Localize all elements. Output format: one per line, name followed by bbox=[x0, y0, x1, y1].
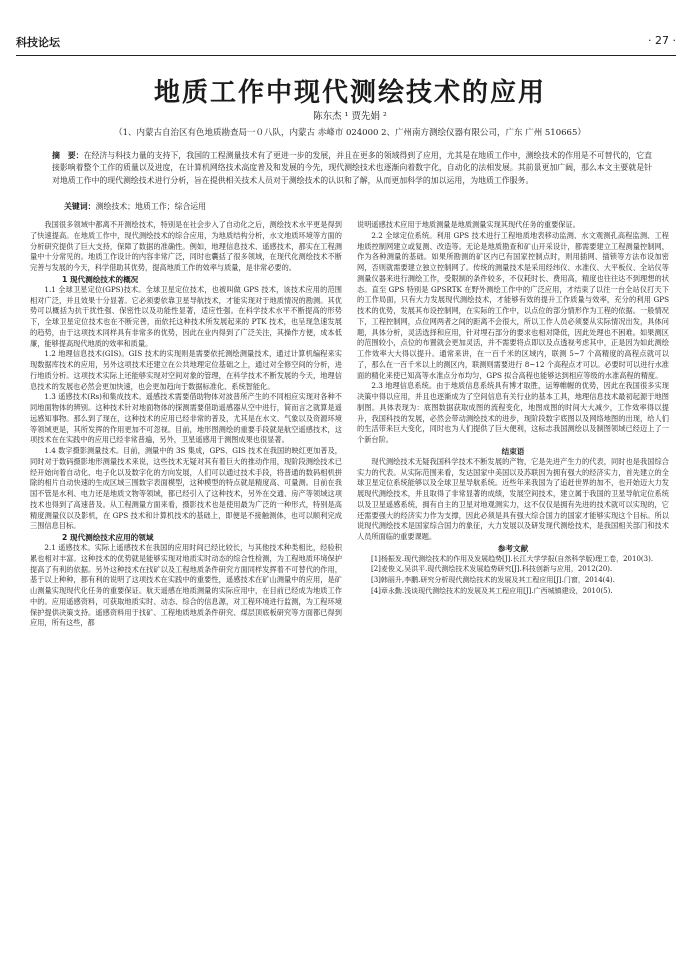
header-divider bbox=[16, 55, 676, 56]
body-paragraph: 1.4 数字摄影测量技术。目前，测量中的 3S 集成，GPS、GIS 技术在我国的映红更加普及，同时对于数码摄影地形测量技术来说，这些技术无疑对其有着巨大的推动作用，现阶段测绘技术已经开始向着自动化、电子化以及数字化的方向发展，人们可以通过技术手段，将普通的数码相机拼除的相片自动快速的生成区域三围数字表面模型，这种模型的特点就是精度高、可量测。目前在我国不管是水利、电力还是地质文物等领域，都已经引入了这种技术，另外在交通、房产等领域这项技术也得到了高速普及。从工程测量方面来看，摄影技术也是使用最为广泛的一种形式，特别是高精度测量仪以及影机，在 GPS 技术和计算机技术的基础上，即便是不接触测体，也可以顺利完成三围信息目标。 bbox=[30, 446, 342, 531]
section-heading-centered: 参考文献 bbox=[497, 543, 529, 553]
body-paragraph: 2.1 遥感技术。实际上遥感技术在我国的应用时间已经比较长，与其他技术种类相比，经验积累也相对丰富。这种技术的优势就是能够实现对地质实时动态的综合性检测，为工程地质环境保护提高了有利的依据。另外这种技术在找矿以及工程地质条件研究方面同样发挥着不可替代的作用，基于以上种种，都有利的说明了这项技术在实践中的重要性，遥感技术在矿山测量中的应用，是矿山测量实现现代化任务的重要保证。航天遥感在地质测量的实际应用中，在目前已经成为地质工作中的。应用遥感资料，可获取地质实时、动态、综合的信息源，对工程环境进行监测，为工程环境保护提供决策支持。遥感资料用于找矿、工程地质地质条件研究、煤层顶底板研究等方面都已得到应用，所有这些，都 bbox=[30, 543, 342, 628]
body-paragraph: 1.1 全球卫星定位(GPS)技术。全球卫星定位技术，也被叫做 GPS 技术，该技术应用的范围相对广泛，并且效果十分显著。它必须要依靠卫星导航技术，才能实现对于地质情况的勘测。其优势可以概括为抗干扰性强、保密性以及功能性显著，适应性强。在科学技术水平不断提高的形势下，全球卫星定位技术也在不断完善，而依托这种技术所发展起来的 PTK 技术，也呈现急速发展的趋势，由于这项技术同样具有非常多的优势，因此在业内得到了广泛关注，其操作方便，成本低廉，能够提高现代地质的效率和质量。 bbox=[30, 284, 342, 348]
body-paragraph: 2.2 全球定位系统。利用 GPS 技术进行工程地质地表移动监测、水文观测孔高程监测、工程地质控制网建立或复测、改造等。无论是地质勘查和矿山开采设计，都需要建立工程测量控制网，作为各种测量的基础。如果所勘测的矿区内已有国家控制点时，则用插网、插锁等方法布设加密网，否则就需要建立独立控制网了。传统的测量技术是采用经纬仪、水准仪、大平板仪、全站仪等测量仪器来进行测绘工作，受限制的条件较多，不仅耗时长、费用高，精度也往往达不到理想的状态。直至 GPS 特别是 GPSRTK 在野外测绘工作中的广泛应用，才结束了以往一台全站仪打天下的工作局面，只有大力发展现代测绘技术，才能够有效的提升工作质量与效率，充分的利用 GPS 技术的优势，发展其布设控制网，在实际的工作中，以点位的部分情形作为工程的依据。一般情况下，工程控制网，点位网两者之间的距离不会很大，所以工作人员必须要从实际情况出发，具体问题，具体分析，灵活选择和应用，针对埋石部分的要求也相对降低，因此处理也不困难。如果测区的范围较小，点位的布置就会更加灵活，并不需要将点即以及点透视考虑其中，正是因为如此测绘工作效率大大得以提升。通常来讲，在一百千米的区域内，联测 5~7 个高精度的高程点就可以了，那么在一百千米以上的测区内，联测则需要进行 8~12 个高程点才可以。必要时可以进行水准面的精化来使已知高等水准点分布均匀，GPS 拟合高程也能够达到相应等级的水准高程的精度。 bbox=[357, 230, 669, 380]
body-column-right bbox=[357, 220, 669, 596]
reference-entry: [1]杨振发.现代测绘技术的作用及发展趋势[J].长江大学学报(自然科学版)理工卷，2010(3). bbox=[371, 554, 654, 563]
author-line: 陈东杰 ¹ 贾先娟 ² bbox=[313, 111, 387, 122]
keywords-text: 测绘技术；地质工作；综合运用 bbox=[95, 202, 207, 211]
abstract bbox=[52, 150, 652, 187]
body-paragraph: 我国很多领域中都离不开测绘技术，特别是在社会步入了自动化之后，测绘技术水平更是得到了快速提高。在地质工作中，现代测绘技术的综合应用，为地质结构分析，水文地质环境等方面的分析研究提供了巨大支持，保障了数据的准确性。例如，地理信息技术、遥感技术，都实在工程测量中十分常见的。地质工作设计的内容非常广泛，同时也囊括了很多领域，在现代化测绘技术不断完善与发展的今天，科学借助其优势，提高地质工作的效率与质量，是非常必要的。 bbox=[30, 220, 342, 272]
page-number: · 27 · bbox=[648, 34, 676, 47]
section-heading-centered: 结束语 bbox=[501, 446, 525, 456]
running-header bbox=[16, 34, 676, 52]
affiliation-line: （1、内蒙古自治区有色地质勘查局一０八队，内蒙古 赤峰市 024000 2、广州南方测绘仪器有限公司，广东 广州 510665） bbox=[114, 128, 586, 138]
journal-section-label: 科技论坛 bbox=[16, 36, 60, 49]
keywords-label: 关键词： bbox=[64, 202, 96, 211]
abstract-text: 在经济与科技力量的支持下，我国的工程测量技术有了更进一步的发展，并且在更多的领域得到了应用，尤其是在地质工作中，测绘技术的作用是不可替代的，它直接影响着整个工作的质量以及进度，在计算机网络技术高度普及和发展的今先，现代测绘技术也逐渐向着数字化，自动化的法相发展。其前景更加广阔，那么本文主要就是针对地质工作中的现代测绘技术进行分析，旨在提供相关技术人员对于测绘技术的认识和了解，从而更加科学的加以运用，为地质工作服务。 bbox=[52, 151, 652, 185]
body-paragraph: 2.3 地理信息系统。由于地质信息系统具有博才取胜，运筹帷幄的优势，因此在我国很多实现决策中得以应用，并且也逐渐成为了空间信息有关行业的基本工具，地理信息技术最初起源于地图制图。具体表现为：底图数据获取成图的流程变化，地图成图的时间大大减少，工作效率得以提升，我国科技的发展，必然会带动测绘技术的进步，现阶段数字底图以及网络地图的出现，给人们的生活带来巨大变化，同时也为人们提供了巨大便利，这标志我国测绘以及制图领域已经迈上了一个新台阶。 bbox=[357, 381, 669, 444]
body-paragraph: 1.2 地理信息技术(GIS)。GIS 技术的实现则是需要依托测绘测量技术，通过计算机编程来实现数据库技术的应用，另外这项技术还建立在公共地理定位基础之上，通过对全修空间的分析，进行地质分析。这项技术实际上还能够实现对空间对象的管理，在科学技术不断发展的今天，地理信息技术的发展也必然会更加快速，也会更加趋向于数据标准化、系统智能化。 bbox=[30, 349, 342, 391]
body-paragraph: 说明遥感技术应用于地质测量是地质测量实现其现代任务的重要保证。 bbox=[357, 220, 580, 229]
body-column-left bbox=[30, 220, 342, 629]
reference-entry: [3]韩丽升,李鹏.研究分析现代测绘技术的发展及其工程应用[J].门窗，2014(4). bbox=[371, 575, 615, 584]
section-heading: 1 现代测绘技术的概况 bbox=[62, 274, 139, 284]
keywords bbox=[64, 201, 206, 212]
body-paragraph: 现代测绘技术无疑我国科学技术不断发展的产物，它是先进产生力的代表，同时也是我国综合实力的代表。从实际范围来看，发达国家中美国以及苏联因为拥有强大的经济实力，首先建立的全球卫星定位系统能够以及全球卫星导航系统。近些年来我国为了追赶世界的加不，也开始迈大力发展现代测绘技术，并且取得了非常显著的成绩，发展空间技术，建立属于我国的卫星导航定位系统以及卫星遥感系统，拥有自主的卫星对地观测实力，这不仅仅是拥有先进的技术就可以实现的，它还需要强大的经济实力作为支撑，因此必须是具有强大综合国力的国家才能够实现这个目标。所以说现代测绘技术是国家综合国力的象征，大力发展以及研发现代测绘技术，是我国相关部门和技术人员所面临的重要课题。 bbox=[357, 456, 669, 541]
section-heading: 2 现代测绘技术应用的领域 bbox=[62, 533, 154, 542]
abstract-label: 摘 要： bbox=[52, 151, 84, 160]
body-paragraph: 1.3 遥感技术(Rs)和集成技术。遥感技术需要借助物体对波普所产生的不同相应实现对各种不同地面物体的辨别。这种技术针对地面物体的探测需要借助遥感器从空中进行，简而言之就算是遥远感知事物。那么到了现在，这种技术的应用已经非常的普及，尤其是在水文、气象以及资源环境等领域更是，其所发挥的作用更加不可忽视。目前，地形图测绘的重要手段就是航空遥感技术，这项技术在在实践中的应用已经非常普遍，另外，卫星遥感用于测图成果也很显著。 bbox=[30, 392, 342, 445]
article-title: 地质工作中现代测绘技术的应用 bbox=[153, 78, 546, 108]
reference-entry: [2]麦俊义,吴洪平.现代测绘技术发展趋势研究[J].科技创新与应用，2012(20). bbox=[371, 565, 613, 574]
reference-entry: [4]章永勤.浅谈现代测绘技术的发展及其工程应用[J].广西城镇建设，2010(5). bbox=[371, 586, 613, 595]
